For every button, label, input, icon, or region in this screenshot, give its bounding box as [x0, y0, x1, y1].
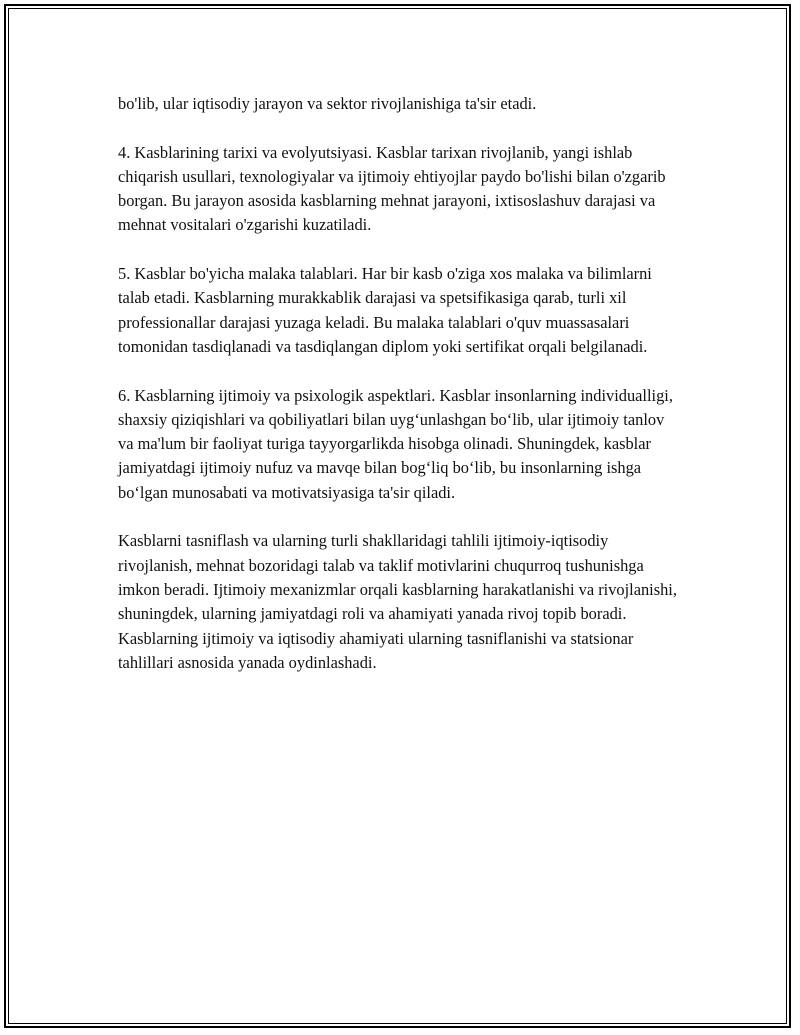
paragraph-history-evolution: 4. Kasblarining tarixi va evolyutsiyasi. Kasblar tarixan rivojlanib, yangi ishlab chiqarish usullari, texnologiyalar va ijtimoiy ehtiyojlar paydo bo'lishi bilan o'zgarib borgan. Bu jarayon asosida kasblarning mehnat jarayoni, ixtisoslashuv darajasi va mehnat vositalari o'zgarishi kuzatiladi.: [118, 142, 666, 235]
paragraph-qualification-requirements: 5. Kasblar bo'yicha malaka talablari. Har bir kasb o'ziga xos malaka va bilimlarni talab etadi. Kasblarning murakkablik darajasi va spetsifikasiga qarab, turli xil professionallar darajasi yuzaga keladi. Bu malaka talablari o'quv muassasalari tomonidan tasdiqlanadi va tasdiqlangan diplom yoki sertifikat orqali belgilanadi.: [118, 264, 652, 356]
document-body: [118, 92, 680, 699]
paragraph-social-psychological-aspects: 6. Kasblarning ijtimoiy va psixologik aspektlari. Kasblar insonlarning individualligi, shaxsiy qiziqishlari va qobiliyatlari bilan uyg‘unlashgan bo‘lib, ular ijtimoiy tanlov va ma'lum bir faoliyat turiga tayyorgarlikda hisobga olinadi. Shuningdek, kasblar jamiyatdagi ijtimoiy nufuz va mavqe bilan bog‘liq bo‘lib, bu insonlarning ishga bo‘lgan munosabati va motivatsiyasiga ta'sir qiladi.: [118, 385, 673, 502]
paragraph-continuation: bo'lib, ular iqtisodiy jarayon va sektor rivojlanishiga ta'sir etadi.: [118, 94, 537, 113]
paragraph-conclusion: Kasblarni tasniflash va ularning turli shakllaridagi tahlili ijtimoiy-iqtisodiy rivojlanish, mehnat bozoridagi talab va taklif motivlarini chuqurroq tushunishga imkon beradi. Ijtimoiy mexanizmlar orqali kasblarning harakatlanishi va rivojlanishi, shuningdek, ularning jamiyatdagi roli va ahamiyati yanada rivoj topib boradi. Kasblarning ijtimoiy va iqtisodiy ahamiyati ularning tasniflanishi va statsionar tahlillari asnosida yanada oydinlashadi.: [118, 531, 677, 672]
